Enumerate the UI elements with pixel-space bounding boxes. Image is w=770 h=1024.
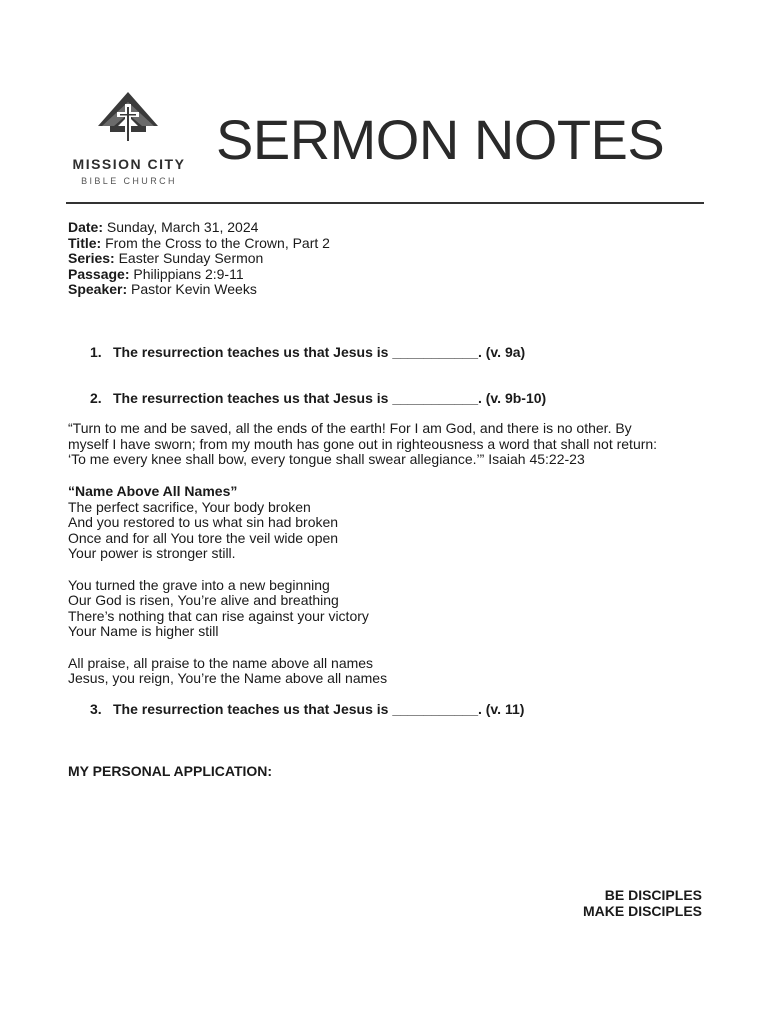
meta-date: Date: Sunday, March 31, 2024 — [68, 219, 259, 235]
personal-application-heading: MY PERSONAL APPLICATION: — [68, 763, 273, 779]
page-title: SERMON NOTES — [216, 108, 665, 171]
logo-subtitle: BIBLE CHURCH — [81, 176, 177, 186]
meta-title: Title: From the Cross to the Crown, Part 2 — [68, 234, 330, 251]
header-divider — [66, 202, 704, 204]
church-logo — [66, 90, 196, 190]
meta-series: Series: Easter Sunday Sermon — [68, 250, 264, 267]
sermon-details — [68, 220, 330, 298]
point-1: 1. The resurrection teaches us that Jesus is ___________. (v. 9a) — [90, 344, 526, 360]
song-lyrics: “Name Above All Names” The perfect sacrifice, Your body broken And you restored to us what sin had broken Once and for all You tore the veil wide open Your power is stronger still. You turned the grave into a new beginning Our God is risen, You’re alive and breathing There’s nothing that can rise against your victory Your Name is higher still All praise, all praise to the name above all names Jesus, you reign, You’re the Name above all names — [68, 483, 388, 687]
church-logo-icon — [96, 90, 160, 154]
meta-speaker: Speaker: Pastor Kevin Weeks — [68, 281, 257, 298]
point-2: 2. The resurrection teaches us that Jesus is ___________. (v. 9b-10) — [90, 390, 547, 406]
logo-name: MISSION CITY — [72, 156, 186, 172]
point-3: 3. The resurrection teaches us that Jesus is ___________. (v. 11) — [90, 701, 525, 717]
meta-passage: Passage: Philippians 2:9-11 — [68, 265, 244, 282]
footer-tagline: BE DISCIPLES MAKE DISCIPLES — [582, 887, 702, 919]
song-title: “Name Above All Names” — [68, 483, 238, 499]
scripture-quote: “Turn to me and be saved, all the ends of the earth! For I am God, and there is no other. By myself I have sworn; from my mouth has gone out in righteousness a word that shall not return: ‘To me every knee shall bow, every tongue shall swear allegiance.’” Isaiah 45:22-23 — [68, 420, 658, 468]
